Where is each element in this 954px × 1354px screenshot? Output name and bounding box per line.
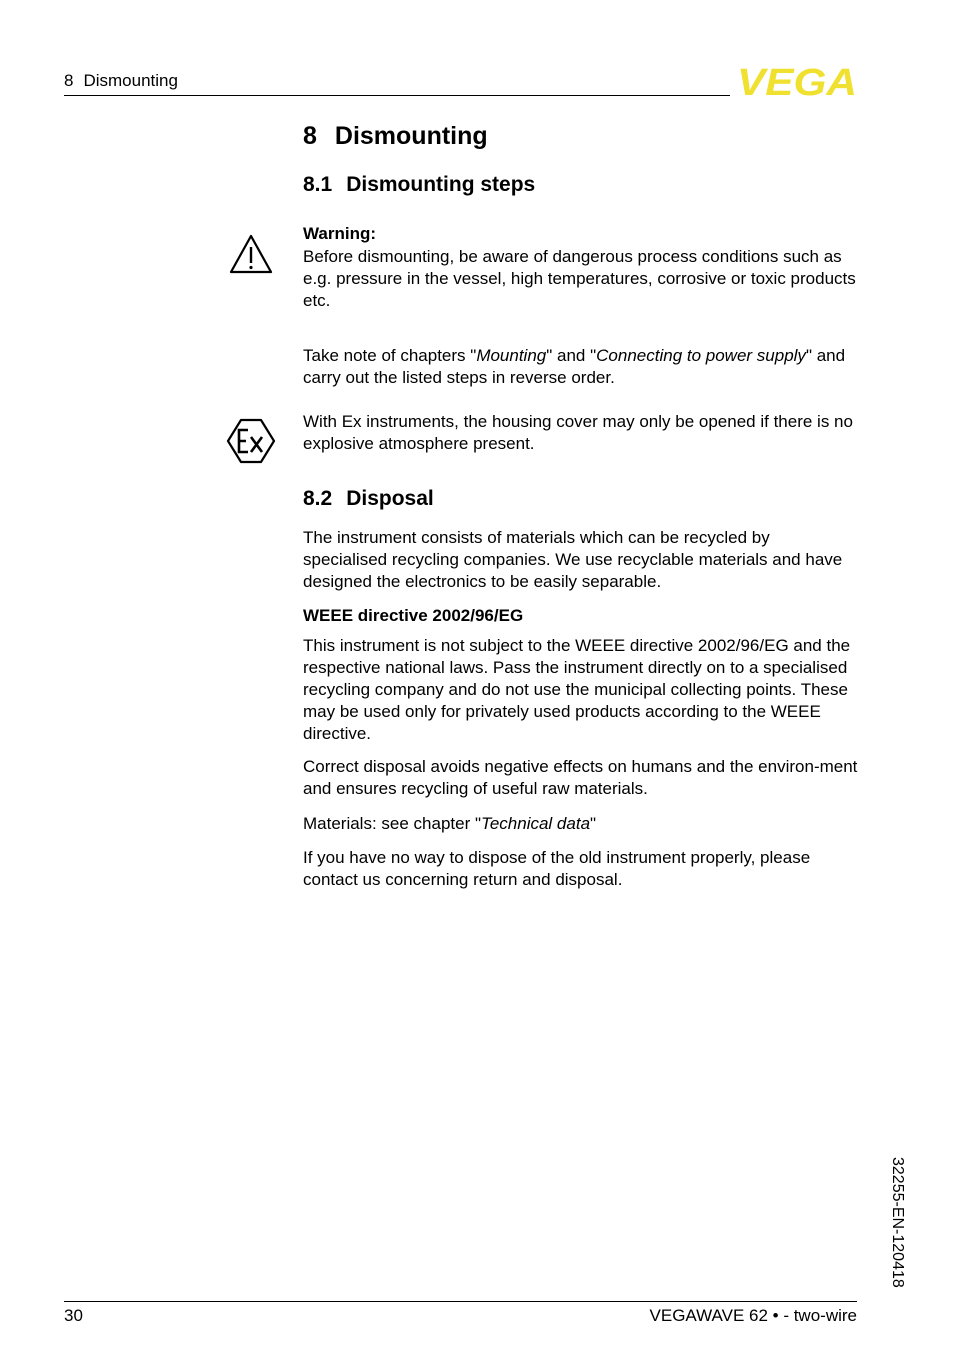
section-number: 8.1 <box>303 173 333 196</box>
ex-instrument-note: With Ex instruments, the housing cover may only be opened if there is no explosive atmosphere present. <box>303 412 853 453</box>
materials-text-1: Materials: see chapter " <box>303 814 482 833</box>
header-chapter-title: Dismounting <box>83 71 178 90</box>
disposal-intro: The instrument consists of materials which can be recycled by specialised recycling companies. We use recyclable materials and have designed the electronics to be easily separable. <box>303 528 843 591</box>
materials-text-2: " <box>590 814 597 833</box>
note-text-1: Take note of chapters " <box>303 346 477 365</box>
note-text-3: " and carry out the listed steps in reverse order. <box>303 346 846 387</box>
chapter-heading-title: Dismounting <box>334 122 488 150</box>
warning-text: Before dismounting, be aware of dangerous process conditions such as e.g. pressure in the vessel, high temperatures, corrosive or toxic products etc. <box>303 247 856 310</box>
reverse-order-note <box>303 345 863 389</box>
header-rule <box>64 95 730 96</box>
connecting-chapter-ref: Connecting to power supply <box>596 346 806 365</box>
footer-rule <box>64 1301 857 1302</box>
warning-label: Warning: <box>303 224 377 243</box>
section-number: 8.2 <box>303 487 333 510</box>
weee-text: This instrument is not subject to the WEEE directive 2002/96/EG and the respective national laws. Pass the instrument directly on to a specialised recycling company and do not use the municipal collecting points. These may be used only for privately used products according to the WEEE directive. <box>303 636 851 743</box>
vega-logo <box>735 64 859 98</box>
running-header <box>64 71 178 91</box>
contact-text: If you have no way to dispose of the old instrument properly, please contact us concerning return and disposal. <box>303 848 811 889</box>
section-heading-dismounting-steps <box>303 173 535 197</box>
section-title: Disposal <box>346 487 434 510</box>
section-heading-disposal <box>303 487 434 511</box>
svg-text:VEGA: VEGA <box>737 64 857 98</box>
chapter-heading <box>303 122 488 151</box>
document-id: 32255-EN-120418 <box>889 1157 906 1288</box>
page-number: 30 <box>64 1306 83 1325</box>
product-name: VEGAWAVE 62 • - two-wire <box>649 1306 857 1325</box>
section-title: Dismounting steps <box>346 173 536 196</box>
warning-triangle-icon <box>228 233 274 275</box>
weee-heading: WEEE directive 2002/96/EG <box>303 606 524 625</box>
ex-explosion-protection-icon <box>226 418 276 464</box>
note-text-2: " and " <box>546 346 597 365</box>
mounting-chapter-ref: Mounting <box>476 346 547 365</box>
header-chapter-number: 8 <box>64 71 74 90</box>
technical-data-ref: Technical data <box>481 814 591 833</box>
correct-disposal-text: Correct disposal avoids negative effects on humans and the environ-ment and ensures recycling of useful raw materials. <box>303 757 858 798</box>
chapter-heading-number: 8 <box>303 122 317 150</box>
materials-note <box>303 813 873 835</box>
